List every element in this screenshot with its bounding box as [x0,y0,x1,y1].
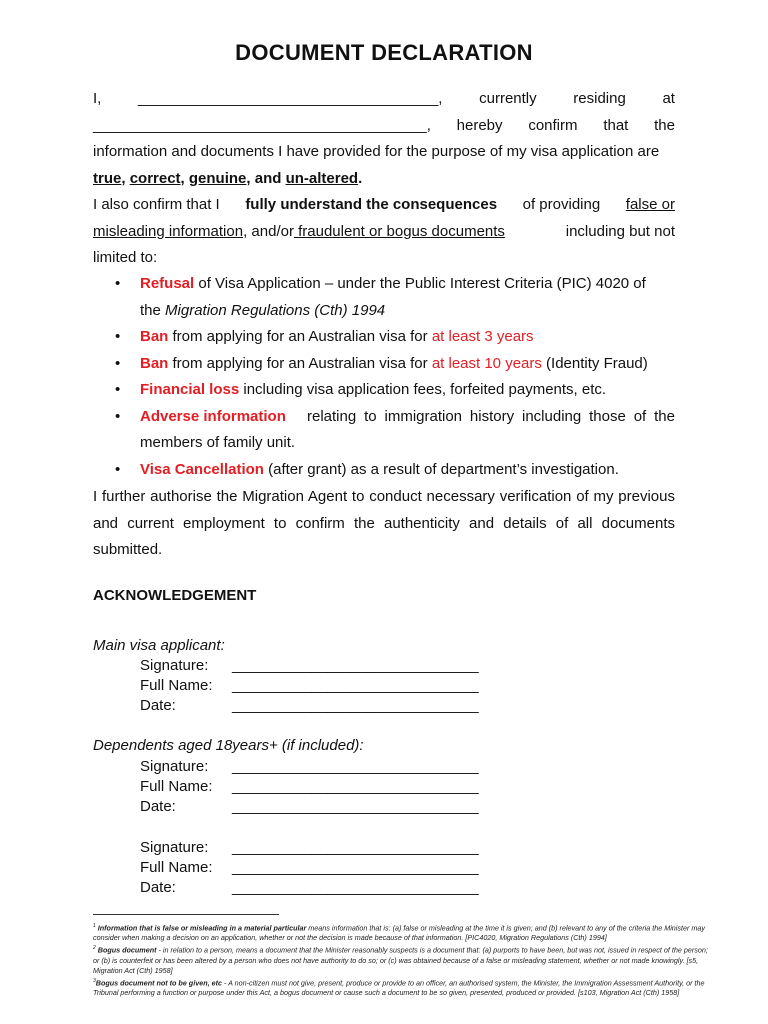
authorise-line: submitted. [93,541,163,558]
bullet-icon: • [115,328,121,345]
decl-word: the [654,116,675,134]
footnote-2 [93,943,713,975]
declaration-line-5 [93,192,675,219]
ban-duration: at least 3 years [431,328,534,345]
date-field[interactable]: _______________________________ [232,798,479,815]
footnote-text: - in relation to a person, means a document that the Minister reasonably suspects is a document that: (a) purports to have been, but was not, issued in respect of the person; or (b) is counterfeit or has been altered by a person who does not have authority to do so; or (c) was obtained because of a false or misleading statement, whether or not made knowingly. [s5, Migration Act (Cth) 1958] [93,945,708,975]
footnote-number: 2 [93,945,96,952]
declaration-line-2 [93,113,675,140]
consequence-text: members of family unit. [140,434,296,451]
address-blank: ________________________________________, [93,116,431,134]
date-field[interactable]: _______________________________ [232,697,479,714]
bullet-icon: • [115,407,121,425]
name-blank: ____________________________________, [137,90,443,107]
fraudulent-text: fraudulent or bogus documents [293,222,505,240]
signature-label: Signature: [140,839,209,856]
decl-word: at [662,90,675,107]
declaration-line-6 [93,219,675,246]
consequence-label: Ban [140,354,169,372]
full-name-label: Full Name: [140,778,213,795]
decl-i: I, [93,90,102,107]
footnote-text: means information that is: (a) false or misleading at the time it is given; and (b) relevant to any of the criteria the Minister may consider when making a decision on an application, whether or not the decision is made because of that information. [PIC4020, Migration Regulations (Cth) 1994] [93,923,705,943]
decl-text: , and/or [243,222,294,240]
consequences-text: fully understand the consequences [245,196,498,213]
main-applicant-label: Main visa applicant: [93,637,225,654]
bullet-icon: • [115,275,121,292]
full-name-field[interactable]: _______________________________ [232,859,479,876]
decl-word: currently [479,90,537,107]
list-item [93,351,675,378]
signature-label: Signature: [140,758,209,775]
footnote-number: 3 [93,977,96,984]
date-field[interactable]: _______________________________ [232,879,479,896]
list-item [93,271,675,324]
signature-field[interactable]: _______________________________ [232,657,479,674]
date-label: Date: [140,798,176,815]
declaration-line-4 [93,166,675,193]
punct: , and [246,169,286,187]
declaration-line-3: information and documents I have provided for the purpose of my visa application are [93,143,660,160]
footnote-term: Bogus document [97,945,157,955]
false-text: false or [625,196,675,213]
consequence-text: of Visa Application – under the Public Interest Criteria (PIC) 4020 of [194,275,646,292]
date-label: Date: [140,697,176,714]
consequence-label: Visa Cancellation [140,460,264,478]
punct: , [121,169,130,187]
decl-word: that [603,116,629,134]
decl-word: hereby [456,116,503,134]
list-item [93,324,675,351]
footnote-number: 1 [93,923,96,929]
unaltered-text: un-altered [285,169,359,187]
consequence-text: including visa application fees, forfeited payments, etc. [239,381,607,398]
full-name-field[interactable]: _______________________________ [232,778,479,795]
bullet-icon: • [115,381,121,398]
decl-text: including but not [565,222,675,240]
true-text: true [93,169,122,187]
consequence-text: from applying for an Australian visa for [168,354,432,372]
signature-field[interactable]: _______________________________ [232,839,479,856]
consequence-text: the [140,301,166,319]
consequence-text: (after grant) as a result of department’s investigation. [263,460,619,478]
consequence-label: Financial loss [140,381,240,398]
dependents-label: Dependents aged 18years+ (if included): [93,737,364,754]
consequence-text: (Identity Fraud) [541,354,648,372]
consequence-label: Ban [140,328,169,345]
date-label: Date: [140,879,176,896]
punct: , [180,169,189,187]
footnote-divider [93,914,279,915]
regulation-ref: Migration Regulations (Cth) 1994 [165,301,386,319]
signature-field[interactable]: _______________________________ [232,758,479,775]
footnote-text: - A non-citizen must not give, present, produce or provide to an officer, an authorised system, the Minister, the Immigration Assessment Authority, or the Tribunal performing a function or purpose under this Act, a bogus document or cause such a document to be so given, presented, produced or provided. [s103, Migration Act (Cth) 1958] [93,978,705,998]
declaration-line-1 [93,86,675,113]
footnotes [93,921,713,998]
full-name-label: Full Name: [140,859,213,876]
declaration-line-7: limited to: [93,249,158,266]
consequence-label: Adverse information [140,407,286,425]
consequences-list [93,271,675,483]
authorisation-paragraph [93,484,675,564]
footnote-1 [93,921,713,943]
full-name-field[interactable]: _______________________________ [232,677,479,694]
document-title: DOCUMENT DECLARATION [235,40,533,65]
bullet-icon: • [115,460,121,478]
decl-word: confirm [528,116,578,134]
decl-text: I also confirm that I [93,196,220,213]
list-item [93,457,675,484]
signature-label: Signature: [140,657,209,674]
misleading-text: misleading information [93,222,244,240]
genuine-text: genuine [188,169,247,187]
footnote-3 [93,976,713,998]
bullet-icon: • [115,354,121,372]
ban-duration: at least 10 years [431,354,542,372]
decl-word: residing [573,90,626,107]
footnote-term: Information that is false or misleading in a material particular [97,923,307,933]
full-name-label: Full Name: [140,677,213,694]
consequence-text: from applying for an Australian visa for [168,328,432,345]
acknowledgement-heading: ACKNOWLEDGEMENT [93,587,257,604]
authorise-line: and current employment to confirm the authenticity and details of all documents [93,514,675,532]
punct: . [358,169,363,187]
decl-text: of providing [522,196,601,213]
list-item [93,404,675,457]
declaration-paragraph [93,86,675,272]
list-item [93,377,675,404]
consequence-label: Refusal [140,275,195,292]
footnote-term: Bogus document not to be given, etc [95,978,222,988]
consequence-text: relating to immigration history including those of the [307,407,675,425]
authorise-line: I further authorise the Migration Agent to conduct necessary verification of my previous [93,488,675,505]
correct-text: correct [129,169,181,187]
